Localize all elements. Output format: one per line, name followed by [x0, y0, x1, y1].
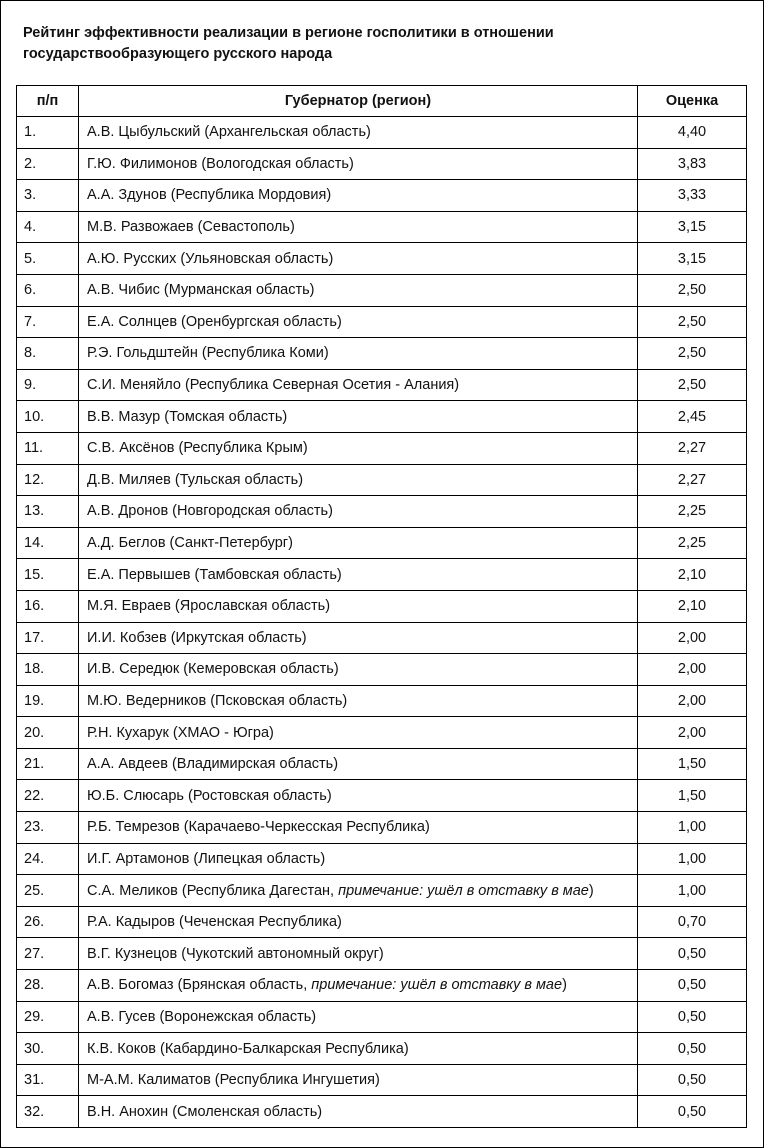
- row-score: 2,45: [638, 401, 747, 433]
- row-score: 0,50: [638, 1064, 747, 1096]
- table-row: [17, 243, 747, 275]
- table-row: [17, 1064, 747, 1096]
- governor-name: С.А. Меликов (Республика Дагестан,: [87, 882, 339, 899]
- governor-region: В.В. Мазур (Томская область): [79, 401, 638, 433]
- row-score: 1,00: [638, 875, 747, 907]
- row-score: 2,50: [638, 274, 747, 306]
- governor-region: А.В. Чибис (Мурманская область): [79, 274, 638, 306]
- row-score: 1,00: [638, 843, 747, 875]
- row-score: 2,27: [638, 432, 747, 464]
- row-number: 1.: [17, 117, 79, 149]
- governor-note: примечание: ушёл в отставку в мае: [338, 882, 589, 899]
- row-score: 1,00: [638, 812, 747, 844]
- governor-region: С.И. Меняйло (Республика Северная Осетия - Алания): [79, 369, 638, 401]
- table-row: [17, 906, 747, 938]
- row-number: 20.: [17, 717, 79, 749]
- table-row: [17, 685, 747, 717]
- row-score: 2,00: [638, 654, 747, 686]
- governor-region: Р.Н. Кухарук (ХМАО - Югра): [79, 717, 638, 749]
- table-row: [17, 432, 747, 464]
- row-score: 2,50: [638, 369, 747, 401]
- row-score: 2,50: [638, 306, 747, 338]
- governor-region: Е.А. Первышев (Тамбовская область): [79, 559, 638, 591]
- table-row: [17, 401, 747, 433]
- row-number: 32.: [17, 1096, 79, 1128]
- governor-region: А.В. Гусев (Воронежская область): [79, 1001, 638, 1033]
- row-number: 3.: [17, 180, 79, 212]
- row-number: 7.: [17, 306, 79, 338]
- row-number: 30.: [17, 1033, 79, 1065]
- row-number: 4.: [17, 211, 79, 243]
- row-number: 24.: [17, 843, 79, 875]
- table-row: [17, 970, 747, 1002]
- row-score: 0,70: [638, 906, 747, 938]
- row-score: 0,50: [638, 970, 747, 1002]
- table-row: [17, 306, 747, 338]
- row-number: 2.: [17, 148, 79, 180]
- row-score: 4,40: [638, 117, 747, 149]
- table-row: [17, 843, 747, 875]
- row-number: 13.: [17, 496, 79, 528]
- row-number: 5.: [17, 243, 79, 275]
- governor-region: А.В. Дронов (Новгородская область): [79, 496, 638, 528]
- title-line-1: Рейтинг эффективности реализации в регионе госполитики в отношении: [23, 25, 554, 41]
- row-score: 2,25: [638, 527, 747, 559]
- table-row: [17, 590, 747, 622]
- header-num: п/п: [17, 86, 79, 117]
- governor-region: В.Г. Кузнецов (Чукотский автономный округ): [79, 938, 638, 970]
- table-row: [17, 1033, 747, 1065]
- table-row: [17, 338, 747, 370]
- row-number: 12.: [17, 464, 79, 496]
- row-number: 28.: [17, 970, 79, 1002]
- governor-region: В.Н. Анохин (Смоленская область): [79, 1096, 638, 1128]
- table-row: [17, 464, 747, 496]
- row-score: 3,83: [638, 148, 747, 180]
- governor-region: А.В. Цыбульский (Архангельская область): [79, 117, 638, 149]
- row-number: 15.: [17, 559, 79, 591]
- row-number: 22.: [17, 780, 79, 812]
- row-score: 0,50: [638, 1096, 747, 1128]
- row-number: 31.: [17, 1064, 79, 1096]
- row-number: 27.: [17, 938, 79, 970]
- table-row: [17, 717, 747, 749]
- header-governor: Губернатор (регион): [79, 86, 638, 117]
- row-score: 0,50: [638, 1033, 747, 1065]
- governor-region: Р.Б. Темрезов (Карачаево-Черкесская Республика): [79, 812, 638, 844]
- title-line-2: государствообразующего русского народа: [23, 46, 333, 62]
- governor-region: И.В. Середюк (Кемеровская область): [79, 654, 638, 686]
- row-score: 1,50: [638, 748, 747, 780]
- row-score: 3,15: [638, 211, 747, 243]
- row-score: 2,27: [638, 464, 747, 496]
- governor-name-end: ): [562, 977, 567, 994]
- row-score: 2,00: [638, 622, 747, 654]
- row-score: 2,10: [638, 590, 747, 622]
- table-header-row: [17, 86, 747, 117]
- governor-region: И.Г. Артамонов (Липецкая область): [79, 843, 638, 875]
- row-number: 14.: [17, 527, 79, 559]
- governor-region: Д.В. Миляев (Тульская область): [79, 464, 638, 496]
- row-score: 2,00: [638, 685, 747, 717]
- governor-region: А.Ю. Русских (Ульяновская область): [79, 243, 638, 275]
- governor-region: [79, 970, 638, 1002]
- row-number: 11.: [17, 432, 79, 464]
- governor-region: А.Д. Беглов (Санкт-Петербург): [79, 527, 638, 559]
- header-score: Оценка: [638, 86, 747, 117]
- governor-region: М.Ю. Ведерников (Псковская область): [79, 685, 638, 717]
- table-row: [17, 654, 747, 686]
- row-score: 2,25: [638, 496, 747, 528]
- row-score: 3,15: [638, 243, 747, 275]
- governor-region: Г.Ю. Филимонов (Вологодская область): [79, 148, 638, 180]
- table-row: [17, 875, 747, 907]
- row-score: 3,33: [638, 180, 747, 212]
- governor-region: Р.А. Кадыров (Чеченская Республика): [79, 906, 638, 938]
- row-number: 9.: [17, 369, 79, 401]
- governor-region: М.Я. Евраев (Ярославская область): [79, 590, 638, 622]
- row-number: 6.: [17, 274, 79, 306]
- row-number: 26.: [17, 906, 79, 938]
- governor-region: С.В. Аксёнов (Республика Крым): [79, 432, 638, 464]
- governor-name-end: ): [588, 882, 594, 899]
- governor-region: А.А. Авдеев (Владимирская область): [79, 748, 638, 780]
- governor-region: М.В. Развожаев (Севастополь): [79, 211, 638, 243]
- table-body: [17, 117, 747, 1128]
- table-row: [17, 938, 747, 970]
- row-number: 17.: [17, 622, 79, 654]
- row-number: 25.: [17, 875, 79, 907]
- row-number: 8.: [17, 338, 79, 370]
- table-row: [17, 1001, 747, 1033]
- table-row: [17, 812, 747, 844]
- governor-region: М-А.М. Калиматов (Республика Ингушетия): [79, 1064, 638, 1096]
- table-row: [17, 274, 747, 306]
- row-number: 19.: [17, 685, 79, 717]
- table-row: [17, 117, 747, 149]
- governor-region: Ю.Б. Слюсарь (Ростовская область): [79, 780, 638, 812]
- row-number: 18.: [17, 654, 79, 686]
- row-score: 2,10: [638, 559, 747, 591]
- table-row: [17, 622, 747, 654]
- row-score: 2,00: [638, 717, 747, 749]
- row-score: 2,50: [638, 338, 747, 370]
- table-row: [17, 527, 747, 559]
- row-number: 29.: [17, 1001, 79, 1033]
- governor-region: Р.Э. Гольдштейн (Республика Коми): [79, 338, 638, 370]
- table-row: [17, 1096, 747, 1128]
- row-number: 16.: [17, 590, 79, 622]
- governor-note: примечание: ушёл в отставку в мае: [311, 977, 563, 994]
- table-row: [17, 148, 747, 180]
- table-row: [17, 748, 747, 780]
- table-row: [17, 369, 747, 401]
- governor-region: А.А. Здунов (Республика Мордовия): [79, 180, 638, 212]
- table-row: [17, 211, 747, 243]
- document-title: [23, 23, 723, 65]
- row-number: 21.: [17, 748, 79, 780]
- rating-table: [16, 85, 747, 1128]
- table-row: [17, 496, 747, 528]
- governor-region: [79, 875, 638, 907]
- governor-region: Е.А. Солнцев (Оренбургская область): [79, 306, 638, 338]
- governor-region: К.В. Коков (Кабардино-Балкарская Республика): [79, 1033, 638, 1065]
- table-row: [17, 559, 747, 591]
- row-score: 0,50: [638, 1001, 747, 1033]
- table-row: [17, 780, 747, 812]
- table-row: [17, 180, 747, 212]
- row-score: 0,50: [638, 938, 747, 970]
- row-number: 10.: [17, 401, 79, 433]
- row-score: 1,50: [638, 780, 747, 812]
- governor-name: А.В. Богомаз (Брянская область,: [87, 977, 312, 994]
- row-number: 23.: [17, 812, 79, 844]
- governor-region: И.И. Кобзев (Иркутская область): [79, 622, 638, 654]
